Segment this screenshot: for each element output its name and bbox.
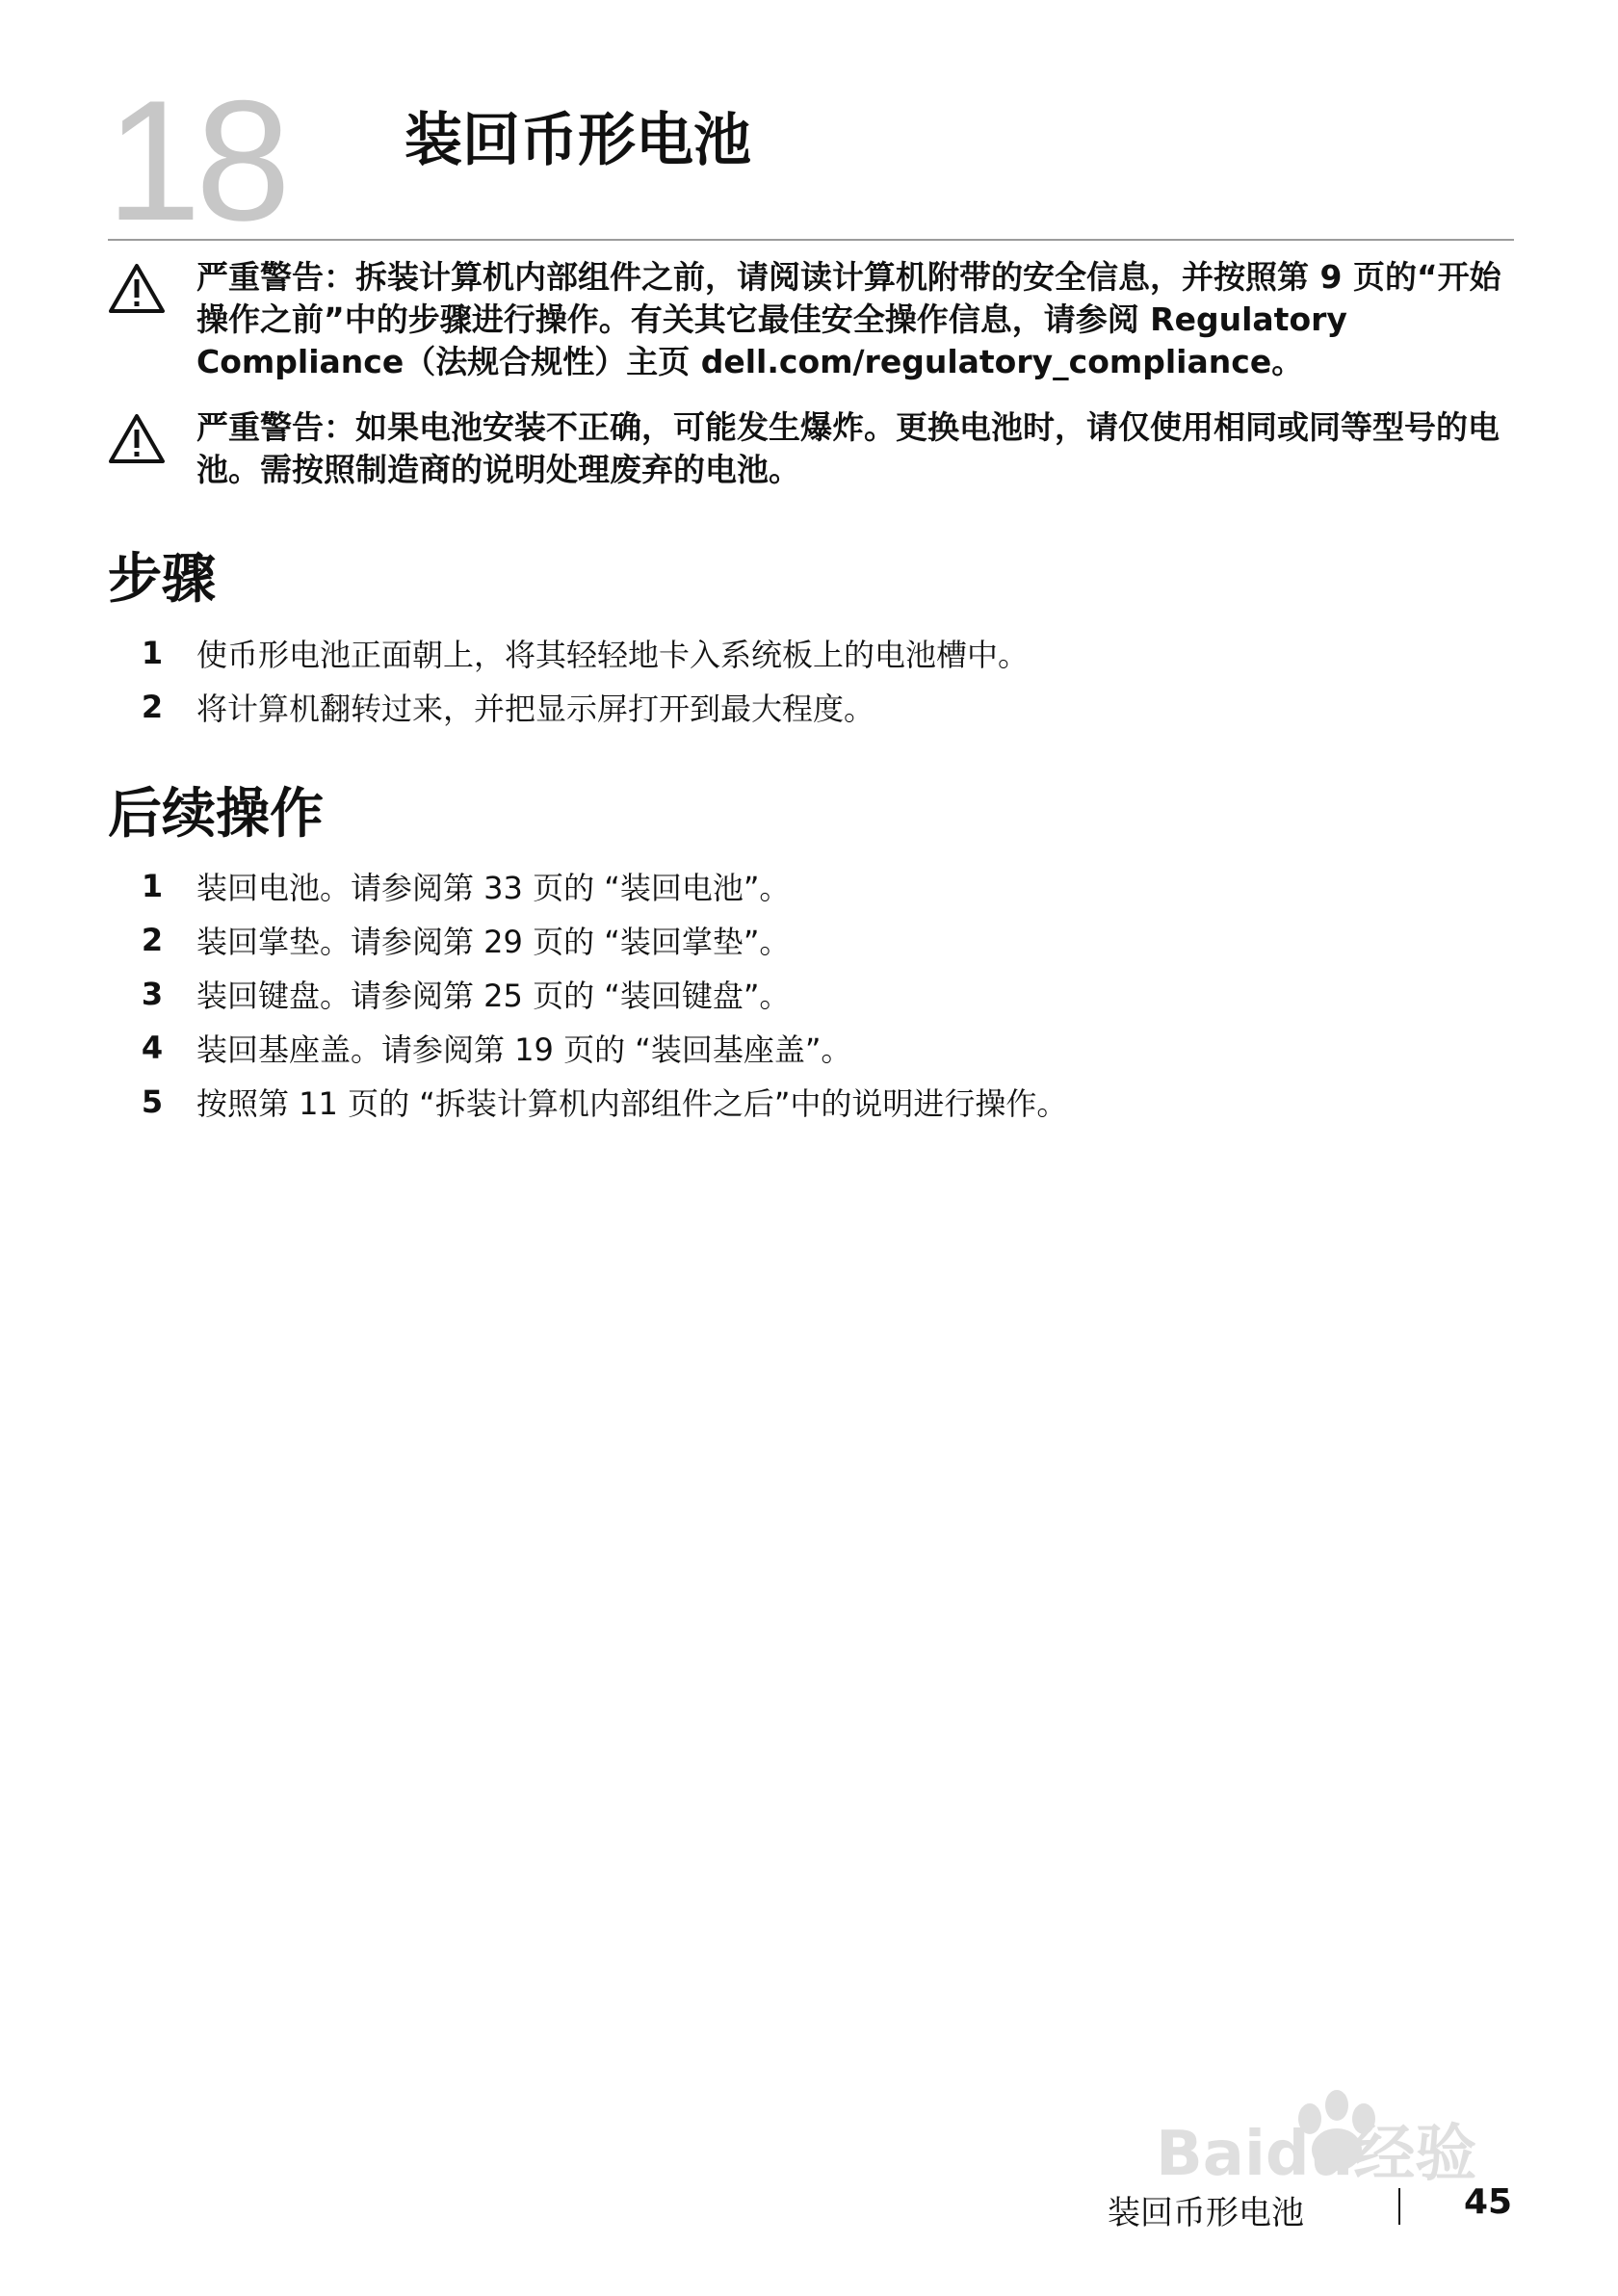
procedure-steps — [108, 626, 1456, 734]
step-number: 3 — [141, 976, 164, 1012]
step-number: 5 — [141, 1083, 164, 1120]
step-text: 将计算机翻转过来，并把显示屏打开到最大程度。 — [196, 691, 875, 727]
list-item — [108, 626, 1456, 680]
post-procedure-heading: 后续操作 — [108, 783, 324, 846]
chapter-title: 装回币形电池 — [404, 107, 751, 174]
list-item — [108, 1021, 1456, 1075]
warning-block-2 — [108, 406, 1514, 491]
watermark-text: Baidu经验 — [1156, 2119, 1477, 2190]
footer-title: 装回币形电池 — [1108, 2194, 1304, 2232]
page-number: 45 — [1464, 2182, 1513, 2222]
list-item — [108, 859, 1456, 913]
warning-triangle-icon — [108, 256, 196, 383]
list-item — [108, 1075, 1456, 1129]
chapter-number: 18 — [106, 65, 285, 256]
step-number: 2 — [141, 922, 164, 958]
procedure-heading: 步骤 — [108, 548, 216, 611]
warning-triangle-icon — [108, 406, 196, 491]
step-text: 装回键盘。请参阅第 25 页的 “装回键盘”。 — [196, 978, 791, 1014]
list-item — [108, 967, 1456, 1021]
step-number: 2 — [141, 689, 164, 725]
step-text: 按照第 11 页的 “拆装计算机内部组件之后”中的说明进行操作。 — [196, 1085, 1068, 1122]
warning-block-1 — [108, 256, 1514, 383]
step-text: 装回电池。请参阅第 33 页的 “装回电池”。 — [196, 870, 791, 906]
step-text: 使币形电池正面朝上，将其轻轻地卡入系统板上的电池槽中。 — [196, 637, 1030, 673]
header-divider — [108, 239, 1514, 241]
warning-text-1: 严重警告：拆装计算机内部组件之前，请阅读计算机附带的安全信息，并按照第 9 页的“开始操作之前”中的步骤进行操作。有关其它最佳安全操作信息，请参阅 Regulatory Compliance（法规合规性）主页 dell.com/regulatory_compliance。 — [196, 258, 1501, 380]
post-procedure-steps — [108, 859, 1456, 1129]
step-number: 1 — [141, 868, 164, 904]
warning-text-2: 严重警告：如果电池安装不正确，可能发生爆炸。更换电池时，请仅使用相同或同等型号的电池。需按照制造商的说明处理废弃的电池。 — [196, 408, 1500, 488]
step-text: 装回基座盖。请参阅第 19 页的 “装回基座盖”。 — [196, 1031, 852, 1068]
step-number: 4 — [141, 1030, 164, 1066]
list-item — [108, 680, 1456, 734]
list-item — [108, 913, 1456, 967]
step-text: 装回掌垫。请参阅第 29 页的 “装回掌垫”。 — [196, 924, 791, 960]
footer-divider — [1398, 2188, 1400, 2225]
step-number: 1 — [141, 635, 164, 671]
